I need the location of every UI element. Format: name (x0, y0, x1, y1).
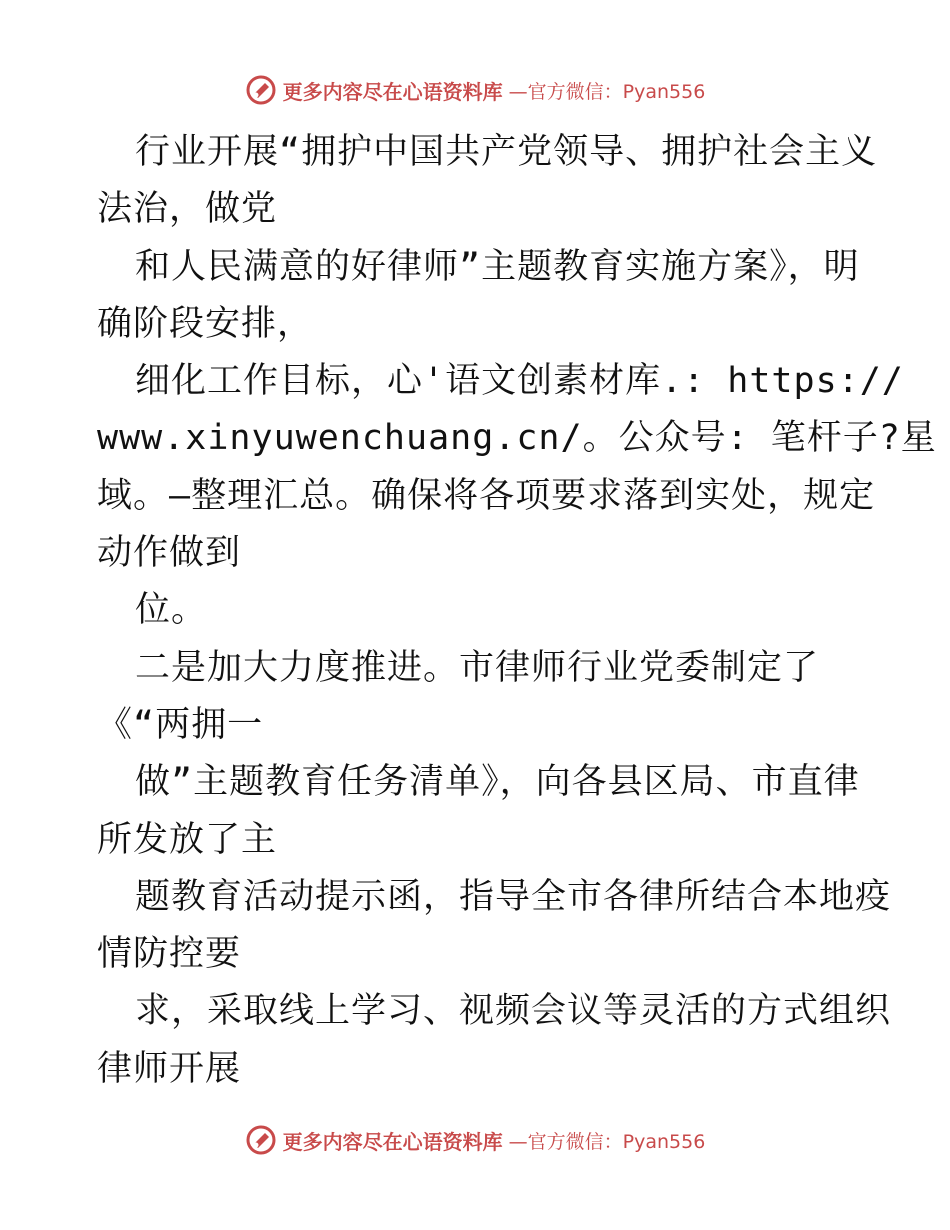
text-line: 求，采取线上学习、视频会议等灵活的方式组织 (135, 991, 892, 1032)
footer-watermark (0, 1120, 950, 1160)
text-line: 动作做到 (97, 533, 242, 574)
text-line: 做”主题教育任务清单》，向各县区局、市直律 (135, 762, 860, 803)
text-line: 位。 (135, 590, 208, 631)
footer-contact-text: —官方微信：Pyan556 (508, 1130, 706, 1153)
text-line: 律师开展 (97, 1048, 242, 1089)
footer-site-text: 更多内容尽在心语资料库 (282, 1129, 503, 1154)
text-line: 《“两拥一 (97, 704, 264, 745)
text-line: 所发放了主 (97, 819, 278, 860)
header-watermark (0, 70, 950, 110)
text-line: www.xinyuwenchuang.cn/。公众号: 笔杆子?星 (97, 418, 937, 459)
brand-logo-icon (245, 1124, 277, 1156)
text-line: 行业开展“拥护中国共产党领导、拥护社会主义 (135, 132, 878, 172)
header-site-text: 更多内容尽在心语资料库 (282, 79, 503, 104)
text-line: 细化工作目标，心'语文创素材库.: https:// (135, 361, 904, 402)
text-line: 和人民满意的好律师”主题教育实施方案》，明 (135, 246, 860, 287)
text-line: 法治，做党 (97, 189, 278, 230)
text-line: 情防控要 (97, 934, 242, 975)
header-contact-text: —官方微信：Pyan556 (508, 80, 706, 103)
document-body (97, 124, 937, 1098)
brand-logo-icon (245, 74, 277, 106)
text-line: 二是加大力度推进。市律师行业党委制定了 (135, 647, 820, 688)
text-line: 确阶段安排， (97, 303, 314, 344)
text-line: 域。—整理汇总。确保将各项要求落到实处，规定 (97, 475, 876, 516)
text-line: 题教育活动提示函，指导全市各律所结合本地疫 (135, 876, 892, 917)
